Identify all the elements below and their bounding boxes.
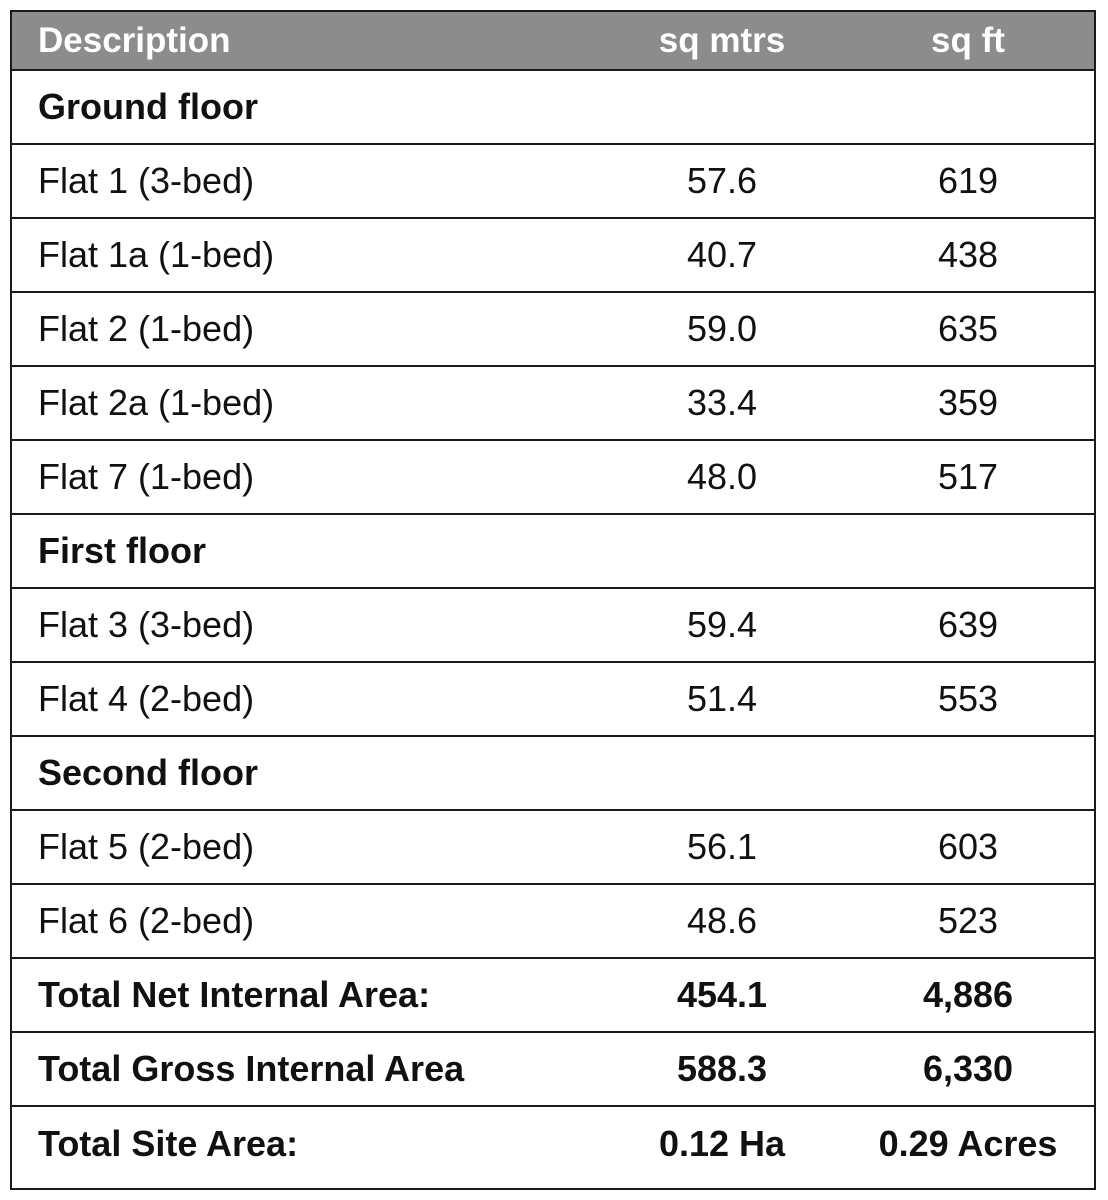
- section-row-second-floor: [12, 736, 1094, 810]
- row-sq-ft: 4,886: [842, 958, 1094, 1032]
- row-sq-mtrs: 40.7: [602, 218, 842, 292]
- header-row: [12, 12, 1094, 70]
- row-sq-ft: 635: [842, 292, 1094, 366]
- row-sq-mtrs: 59.4: [602, 588, 842, 662]
- table-row: [12, 884, 1094, 958]
- row-sq-mtrs: 59.0: [602, 292, 842, 366]
- row-description: Flat 2a (1-bed): [12, 366, 602, 440]
- row-description: Second floor: [12, 736, 602, 810]
- area-schedule-sheet: [10, 10, 1096, 1190]
- row-sq-ft: 6,330: [842, 1032, 1094, 1106]
- row-sq-ft: 639: [842, 588, 1094, 662]
- row-description: Total Gross Internal Area: [12, 1032, 602, 1106]
- table-row: [12, 218, 1094, 292]
- row-description: Flat 6 (2-bed): [12, 884, 602, 958]
- row-description: First floor: [12, 514, 602, 588]
- row-sq-ft: 553: [842, 662, 1094, 736]
- row-sq-ft: 619: [842, 144, 1094, 218]
- table-row: [12, 366, 1094, 440]
- row-sq-mtrs: 454.1: [602, 958, 842, 1032]
- row-sq-mtrs: 51.4: [602, 662, 842, 736]
- row-sq-ft: 517: [842, 440, 1094, 514]
- row-sq-ft: 603: [842, 810, 1094, 884]
- table-row: [12, 588, 1094, 662]
- row-sq-mtrs: [602, 70, 842, 144]
- row-description: Flat 3 (3-bed): [12, 588, 602, 662]
- row-description: Flat 5 (2-bed): [12, 810, 602, 884]
- row-sq-ft: 0.29 Acres: [878, 1122, 1058, 1164]
- row-description: Ground floor: [12, 70, 602, 144]
- table-row: [12, 144, 1094, 218]
- row-description: Total Site Area:: [38, 1122, 299, 1164]
- total-row-net-internal-area: [12, 958, 1094, 1032]
- row-description: Total Net Internal Area:: [12, 958, 602, 1032]
- row-description: Flat 1a (1-bed): [12, 218, 602, 292]
- row-sq-ft: [842, 514, 1094, 588]
- row-sq-mtrs: 48.0: [602, 440, 842, 514]
- section-row-first-floor: [12, 514, 1094, 588]
- row-sq-mtrs: 56.1: [602, 810, 842, 884]
- column-header-sq-ft: sq ft: [842, 12, 1094, 70]
- row-sq-mtrs: 57.6: [602, 144, 842, 218]
- row-description: Flat 7 (1-bed): [12, 440, 602, 514]
- row-description: Flat 4 (2-bed): [12, 662, 602, 736]
- row-sq-ft: 359: [842, 366, 1094, 440]
- column-header-sq-mtrs: sq mtrs: [602, 12, 842, 70]
- section-row-ground-floor: [12, 70, 1094, 144]
- row-description: Flat 2 (1-bed): [12, 292, 602, 366]
- total-row-site-area: [12, 1106, 1094, 1180]
- table-header: [12, 12, 1094, 70]
- row-sq-mtrs: 33.4: [602, 366, 842, 440]
- total-row-gross-internal-area: [12, 1032, 1094, 1106]
- table-row: [12, 292, 1094, 366]
- table-body: [12, 70, 1094, 1180]
- row-description: Flat 1 (3-bed): [12, 144, 602, 218]
- row-sq-mtrs: 588.3: [602, 1032, 842, 1106]
- row-sq-mtrs: [602, 514, 842, 588]
- row-sq-mtrs: [602, 736, 842, 810]
- row-sq-ft: 523: [842, 884, 1094, 958]
- row-sq-ft: 438: [842, 218, 1094, 292]
- table-row: [12, 810, 1094, 884]
- row-sq-mtrs: 0.12 Ha: [658, 1122, 786, 1164]
- row-sq-ft: [842, 70, 1094, 144]
- row-sq-mtrs: 48.6: [602, 884, 842, 958]
- table-row: [12, 662, 1094, 736]
- area-schedule-table: [12, 12, 1094, 1180]
- column-header-description: Description: [12, 12, 602, 70]
- table-row: [12, 440, 1094, 514]
- row-sq-ft: [842, 736, 1094, 810]
